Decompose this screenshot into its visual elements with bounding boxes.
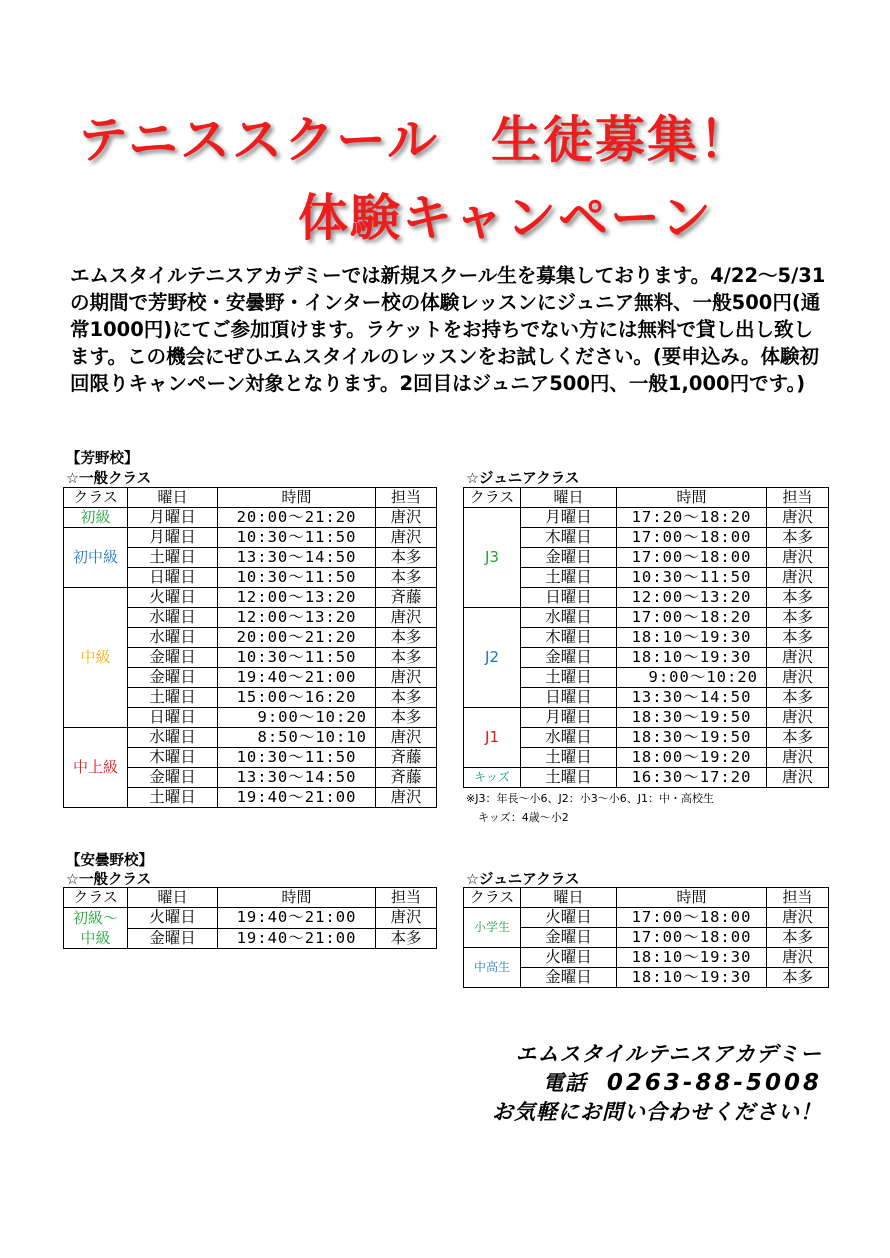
day-cell: 金曜日	[521, 548, 617, 568]
table-row	[64, 508, 437, 528]
intro-text: エムスタイルテニスアカデミーでは新規スクール生を募集しております。4/22～5/31の期間で芳野校・安曇野・インター校の体験レッスンにジュニア無料、一般500円(通常1000円)にてご参加頂けます。ラケットをお持ちでない方には無料で貸し出し致します。この機会にぜひエムスタイルのレッスンをお試しください。(要申込み。体験初回限りキャンペーン対象となります。2回目はジュニア500円、一般1,000円です。)	[70, 264, 826, 395]
coach-cell: 唐沢	[767, 548, 829, 568]
header-day: 曜日	[521, 888, 617, 908]
time-cell: 10:30～11:50	[218, 568, 376, 588]
header-time: 時間	[617, 888, 767, 908]
coach-cell: 唐沢	[376, 908, 437, 929]
coach-cell: 唐沢	[767, 568, 829, 588]
header-class: クラス	[64, 488, 128, 508]
coach-cell: 斉藤	[376, 588, 437, 608]
coach-cell: 唐沢	[767, 508, 829, 528]
header-coach: 担当	[767, 888, 829, 908]
coach-cell: 斉藤	[376, 748, 437, 768]
header-time: 時間	[218, 888, 376, 908]
table-row	[464, 608, 829, 628]
yoshino-label: 【芳野校】	[66, 451, 139, 467]
academy-name: エムスタイルテニスアカデミー	[515, 1042, 822, 1066]
coach-cell: 本多	[767, 728, 829, 748]
coach-cell: 本多	[767, 588, 829, 608]
coach-cell: 唐沢	[376, 528, 437, 548]
class-name-cell: J1	[464, 708, 521, 768]
header-coach: 担当	[376, 488, 437, 508]
coach-cell: 唐沢	[767, 748, 829, 768]
time-cell: 19:40～21:00	[218, 788, 376, 808]
coach-cell: 本多	[767, 688, 829, 708]
azumino-label: 【安曇野校】	[66, 853, 153, 869]
day-cell: 土曜日	[128, 788, 218, 808]
azumino-general-table	[63, 887, 437, 949]
day-cell: 土曜日	[128, 548, 218, 568]
header-coach: 担当	[767, 488, 829, 508]
class-name-cell: J2	[464, 608, 521, 708]
day-cell: 日曜日	[128, 568, 218, 588]
class-name-cell: 初級	[64, 508, 128, 528]
coach-cell: 唐沢	[376, 608, 437, 628]
header-class: クラス	[464, 488, 521, 508]
table-row	[64, 588, 437, 608]
class-name-cell: 中級	[64, 588, 128, 728]
time-cell: 19:40～21:00	[218, 928, 376, 949]
day-cell: 金曜日	[128, 648, 218, 668]
day-cell: 月曜日	[521, 708, 617, 728]
table-header-row	[464, 888, 829, 908]
coach-cell: 本多	[376, 548, 437, 568]
coach-cell: 唐沢	[767, 768, 829, 788]
table-row	[464, 908, 829, 928]
time-cell: 10:30～11:50	[218, 528, 376, 548]
table-row	[464, 508, 829, 528]
time-cell: 10:30～11:50	[617, 568, 767, 588]
time-cell: 18:30～19:50	[617, 708, 767, 728]
contact-cta: お気軽にお問い合わせください！	[492, 1100, 822, 1124]
yoshino-junior-table	[463, 487, 829, 788]
time-cell: 18:10～19:30	[617, 648, 767, 668]
day-cell: 月曜日	[128, 528, 218, 548]
table-row	[464, 768, 829, 788]
azumino-junior-table	[463, 887, 829, 988]
day-cell: 火曜日	[521, 908, 617, 928]
title-line-2: 体験キャンペーン	[298, 189, 713, 247]
table-row	[464, 948, 829, 968]
coach-cell: 唐沢	[376, 668, 437, 688]
day-cell: 木曜日	[521, 628, 617, 648]
time-cell: 10:30～11:50	[218, 648, 376, 668]
time-cell: 15:00～16:20	[218, 688, 376, 708]
azumino-junior-label: ☆ジュニアクラス	[466, 872, 580, 888]
coach-cell: 唐沢	[376, 728, 437, 748]
time-cell: 16:30～17:20	[617, 768, 767, 788]
day-cell: 金曜日	[521, 928, 617, 948]
header-day: 曜日	[128, 888, 218, 908]
time-cell: 19:40～21:00	[218, 668, 376, 688]
header-time: 時間	[617, 488, 767, 508]
table-row	[64, 728, 437, 748]
class-name-cell: キッズ	[464, 768, 521, 788]
coach-cell: 唐沢	[376, 788, 437, 808]
header-day: 曜日	[128, 488, 218, 508]
time-cell: 12:00～13:20	[218, 588, 376, 608]
coach-cell: 斉藤	[376, 768, 437, 788]
coach-cell: 本多	[376, 628, 437, 648]
coach-cell: 本多	[767, 608, 829, 628]
table-header-row	[464, 488, 829, 508]
coach-cell: 唐沢	[767, 948, 829, 968]
time-cell: 17:00～18:20	[617, 608, 767, 628]
table-row	[64, 908, 437, 929]
coach-cell: 唐沢	[376, 508, 437, 528]
day-cell: 木曜日	[521, 528, 617, 548]
day-cell: 土曜日	[521, 668, 617, 688]
coach-cell: 本多	[376, 568, 437, 588]
coach-cell: 本多	[376, 688, 437, 708]
day-cell: 土曜日	[521, 768, 617, 788]
coach-cell: 本多	[376, 928, 437, 949]
time-cell: 9:00～10:20	[617, 668, 767, 688]
day-cell: 日曜日	[521, 588, 617, 608]
coach-cell: 唐沢	[767, 648, 829, 668]
time-cell: 18:10～19:30	[617, 628, 767, 648]
day-cell: 水曜日	[128, 728, 218, 748]
yoshino-general-label: ☆一般クラス	[66, 471, 152, 487]
coach-cell: 本多	[767, 968, 829, 988]
time-cell: 18:00～19:20	[617, 748, 767, 768]
day-cell: 火曜日	[521, 948, 617, 968]
table-header-row	[64, 888, 437, 908]
time-cell: 20:00～21:20	[218, 628, 376, 648]
time-cell: 20:00～21:20	[218, 508, 376, 528]
time-cell: 18:30～19:50	[617, 728, 767, 748]
day-cell: 金曜日	[128, 928, 218, 949]
table-header-row	[64, 488, 437, 508]
phone-number[interactable]: 0263-88-5008	[606, 1070, 822, 1096]
day-cell: 月曜日	[128, 508, 218, 528]
time-cell: 13:30～14:50	[218, 768, 376, 788]
time-cell: 8:50～10:10	[218, 728, 376, 748]
time-cell: 17:00～18:00	[617, 908, 767, 928]
day-cell: 金曜日	[521, 648, 617, 668]
yoshino-general-table	[63, 487, 437, 808]
header-coach: 担当	[376, 888, 437, 908]
coach-cell: 唐沢	[767, 708, 829, 728]
time-cell: 19:40～21:00	[218, 908, 376, 929]
day-cell: 日曜日	[128, 708, 218, 728]
kids-age-note: キッズ：4歳～小2	[478, 811, 569, 824]
tel-label: 電話	[542, 1071, 587, 1095]
time-cell: 12:00～13:20	[617, 588, 767, 608]
class-name-cell: 中上級	[64, 728, 128, 808]
day-cell: 日曜日	[521, 688, 617, 708]
day-cell: 土曜日	[128, 688, 218, 708]
header-class: クラス	[64, 888, 128, 908]
time-cell: 13:30～14:50	[617, 688, 767, 708]
day-cell: 火曜日	[128, 908, 218, 929]
day-cell: 金曜日	[521, 968, 617, 988]
time-cell: 10:30～11:50	[218, 748, 376, 768]
title-line-1: テニススクール 生徒募集！	[78, 111, 751, 169]
junior-age-note: ※J3：年長～小6、J2：小3～小6、J1：中・高校生	[466, 792, 714, 805]
time-cell: 17:00～18:00	[617, 528, 767, 548]
class-name-cell: 初級～ 中級	[64, 908, 128, 949]
day-cell: 火曜日	[128, 588, 218, 608]
time-cell: 17:20～18:20	[617, 508, 767, 528]
time-cell: 13:30～14:50	[218, 548, 376, 568]
table-row	[64, 528, 437, 548]
day-cell: 金曜日	[128, 668, 218, 688]
time-cell: 17:00～18:00	[617, 928, 767, 948]
azumino-general-label: ☆一般クラス	[66, 872, 152, 888]
class-name-cell: 中高生	[464, 948, 521, 988]
day-cell: 水曜日	[128, 628, 218, 648]
header-class: クラス	[464, 888, 521, 908]
header-time: 時間	[218, 488, 376, 508]
day-cell: 月曜日	[521, 508, 617, 528]
day-cell: 土曜日	[521, 568, 617, 588]
day-cell: 土曜日	[521, 748, 617, 768]
time-cell: 18:10～19:30	[617, 948, 767, 968]
coach-cell: 本多	[767, 628, 829, 648]
time-cell: 9:00～10:20	[218, 708, 376, 728]
class-name-cell: 初中級	[64, 528, 128, 588]
coach-cell: 本多	[767, 928, 829, 948]
coach-cell: 唐沢	[767, 908, 829, 928]
coach-cell: 本多	[376, 648, 437, 668]
day-cell: 金曜日	[128, 768, 218, 788]
day-cell: 水曜日	[128, 608, 218, 628]
header-day: 曜日	[521, 488, 617, 508]
time-cell: 17:00～18:00	[617, 548, 767, 568]
day-cell: 水曜日	[521, 608, 617, 628]
coach-cell: 本多	[767, 528, 829, 548]
day-cell: 水曜日	[521, 728, 617, 748]
coach-cell: 本多	[376, 708, 437, 728]
time-cell: 12:00～13:20	[218, 608, 376, 628]
table-row	[464, 708, 829, 728]
class-name-cell: 小学生	[464, 908, 521, 948]
coach-cell: 唐沢	[767, 668, 829, 688]
yoshino-junior-label: ☆ジュニアクラス	[466, 471, 580, 487]
day-cell: 木曜日	[128, 748, 218, 768]
class-name-cell: J3	[464, 508, 521, 608]
contact-footer	[492, 1040, 822, 1127]
time-cell: 18:10～19:30	[617, 968, 767, 988]
